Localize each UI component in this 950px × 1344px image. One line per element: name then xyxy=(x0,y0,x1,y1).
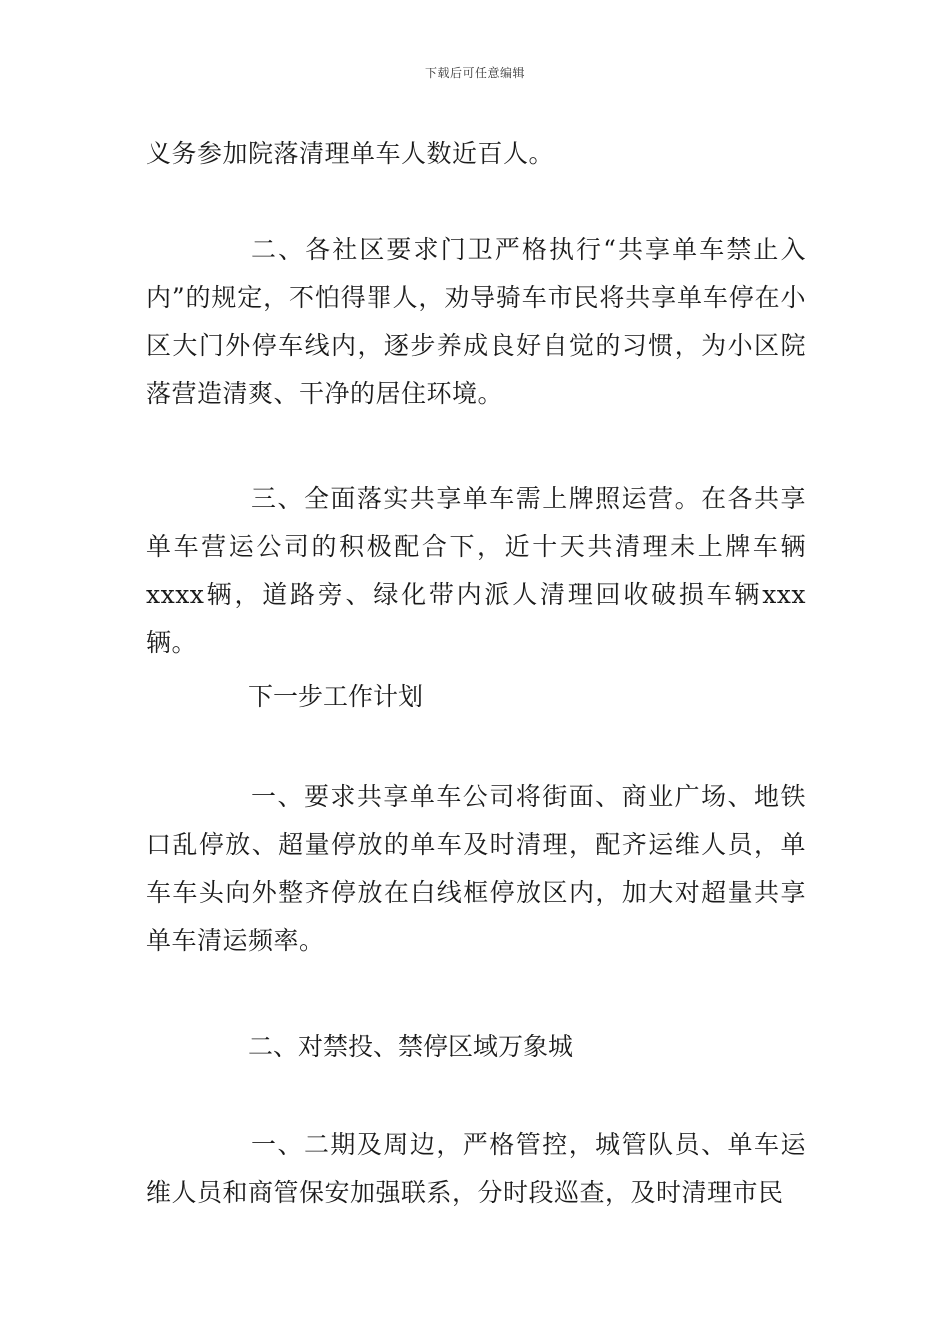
paragraph-license-plates: 三、全面落实共享单车需上牌照运营。在各共享单车营运公司的积极配合下，近十天共清理未上牌车辆xxxx辆，道路旁、绿化带内派人清理回收破损车辆xxx辆。 xyxy=(146,484,806,657)
section-heading-restricted-zones: 二、对禁投、禁停区域万象城 xyxy=(248,1032,574,1061)
paragraph-patrol: 一、二期及周边，严格管控，城管队员、单车运维人员和商管保安加强联系，分时段巡查，及时清理市民 xyxy=(146,1130,806,1207)
paragraph-community-gatekeeping: 二、各社区要求门卫严格执行“共享单车禁止入内”的规定，不怕得罪人，劝导骑车市民将共享单车停在小区大门外停车线内，逐步养成良好自觉的习惯，为小区院落营造清爽、干净的居住环境。 xyxy=(146,235,806,408)
paragraph-continuation: 义务参加院落清理单车人数近百人。 xyxy=(146,139,555,168)
page-header: 下载后可任意编辑 xyxy=(424,66,525,80)
section-heading-next-steps: 下一步工作计划 xyxy=(248,682,424,711)
paragraph-plan-one: 一、要求共享单车公司将街面、商业广场、地铁口乱停放、超量停放的单车及时清理，配齐运维人员，单车车头向外整齐停放在白线框停放区内，加大对超量共享单车清运频率。 xyxy=(146,782,806,955)
